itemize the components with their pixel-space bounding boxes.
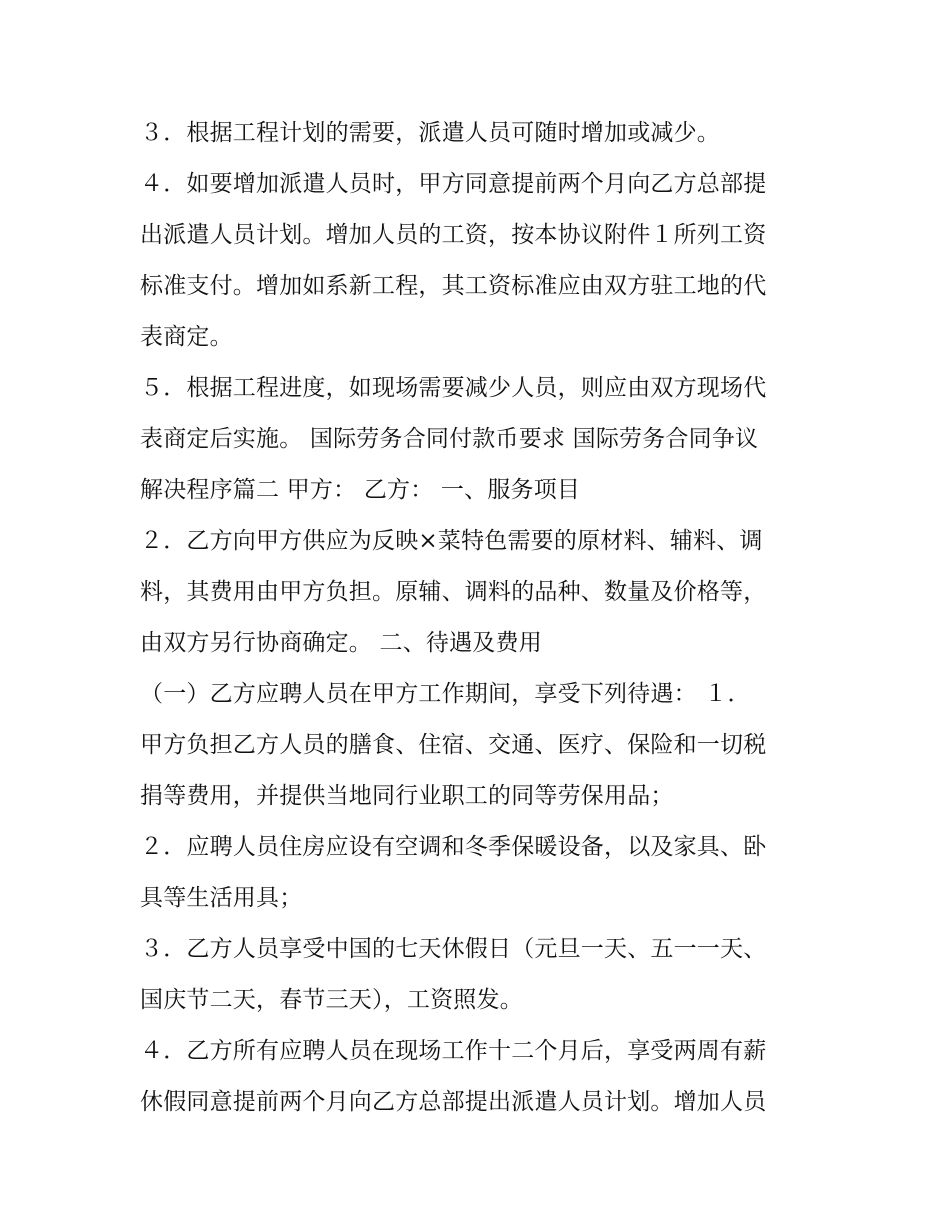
text-line: 具等生活用具；: [140, 885, 303, 911]
text-line: ２．乙方向甲方供应为反映×菜特色需要的原材料、辅料、调: [140, 528, 763, 554]
text-line: 甲方负担乙方人员的膳食、住宿、交通、医疗、保险和一切税: [140, 732, 767, 758]
text-line: 解决程序篇二 甲方： 乙方： 一、服务项目: [140, 477, 581, 503]
text-line: 表商定后实施。 国际劳务合同付款币要求 国际劳务合同争议: [140, 426, 759, 452]
text-line: ３．根据工程计划的需要，派遣人员可随时增加或减少。: [140, 120, 720, 146]
text-line: 标准支付。增加如系新工程，其工资标准应由双方驻工地的代: [140, 273, 767, 299]
text-line: 出派遣人员计划。增加人员的工资，按本协议附件１所列工资: [140, 222, 767, 248]
text-line: 捐等费用，并提供当地同行业职工的同等劳保用品；: [140, 783, 674, 809]
text-line: ３．乙方人员享受中国的七天休假日（元旦一天、五一一天、: [140, 936, 767, 962]
text-line: ２．应聘人员住房应设有空调和冬季保暖设备，以及家具、卧: [140, 834, 767, 860]
text-line: 表商定。: [140, 324, 233, 350]
text-line: ４．如要增加派遣人员时，甲方同意提前两个月向乙方总部提: [140, 171, 767, 197]
text-line: 由双方另行协商确定。 二、待遇及费用: [140, 630, 542, 656]
text-line: 国庆节二天，春节三天），工资照发。: [140, 987, 523, 1013]
text-line: ４．乙方所有应聘人员在现场工作十二个月后，享受两周有薪: [140, 1038, 767, 1064]
text-line: 料，其费用由甲方负担。原辅、调料的品种、数量及价格等，: [140, 579, 767, 605]
text-line: 休假同意提前两个月向乙方总部提出派遣人员计划。增加人员: [140, 1089, 767, 1115]
text-line: ５．根据工程进度，如现场需要减少人员，则应由双方现场代: [140, 375, 767, 401]
document-body: [140, 108, 820, 1128]
text-line: （一）乙方应聘人员在甲方工作期间，享受下列待遇： １．: [140, 681, 751, 707]
